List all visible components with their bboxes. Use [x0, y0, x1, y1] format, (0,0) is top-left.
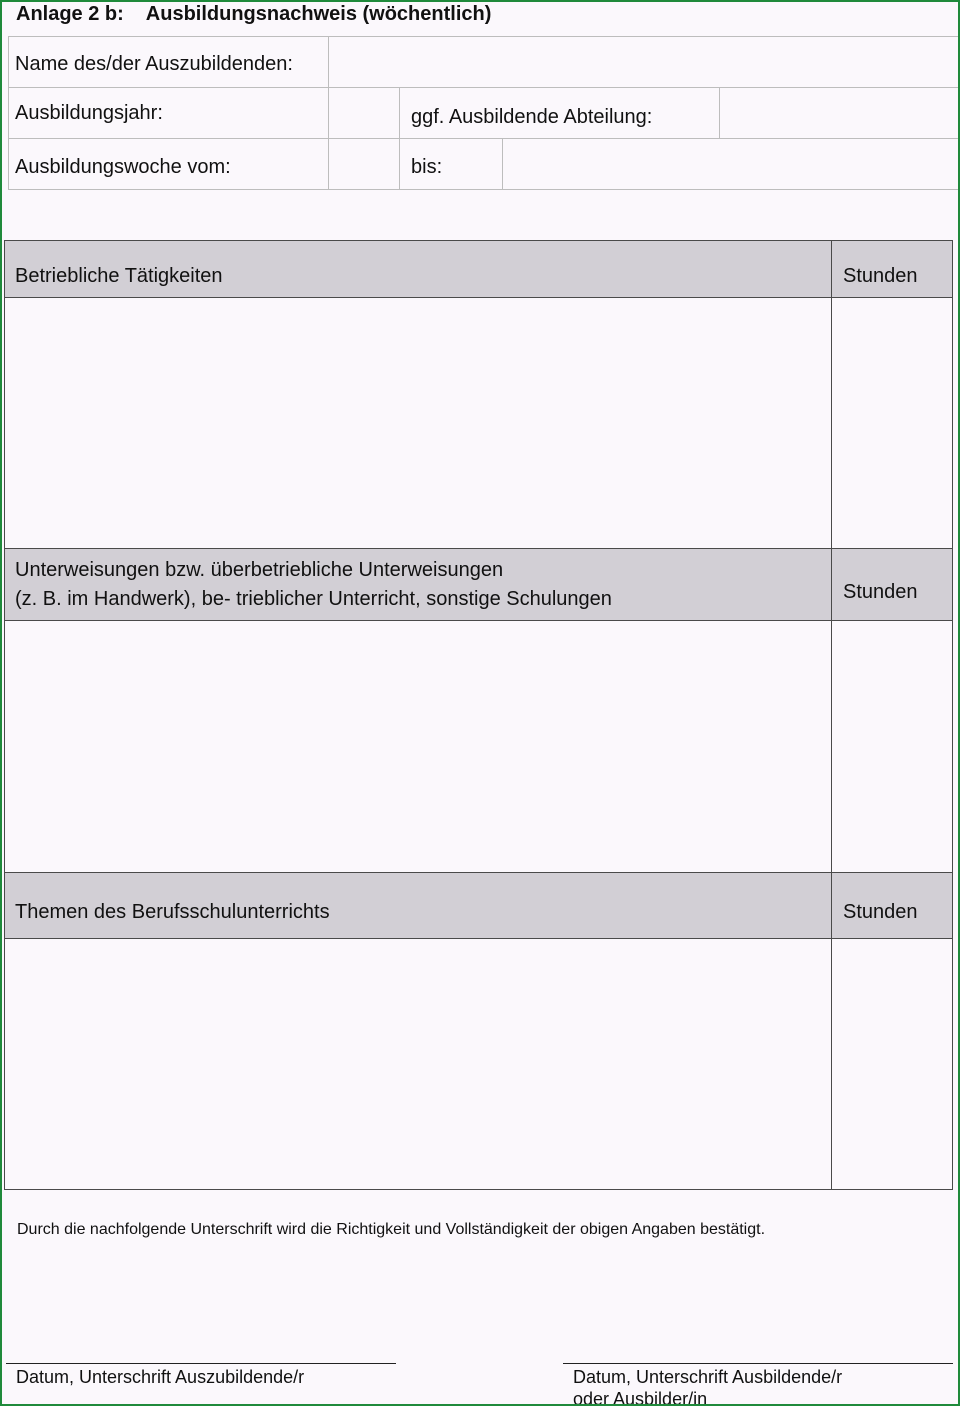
- section-heading-vocational-school: Themen des Berufsschulunterrichts: [15, 901, 330, 923]
- signature-caption-trainer-line1: Datum, Unterschrift Ausbildende/r: [573, 1367, 843, 1387]
- week-to-label: bis:: [411, 156, 443, 178]
- department-field[interactable]: [720, 88, 956, 138]
- vocational-school-topics-area[interactable]: [5, 939, 831, 1189]
- document-title: [16, 2, 491, 26]
- instruction-hours-area[interactable]: [832, 621, 952, 872]
- year-field[interactable]: [329, 88, 399, 138]
- hours-label-instruction: Stunden: [843, 581, 918, 603]
- hours-label-operational: Stunden: [843, 265, 918, 287]
- instruction-activities-area[interactable]: [5, 621, 831, 872]
- signature-caption-trainer-line2: oder Ausbilder/in: [573, 1389, 708, 1406]
- title-text: Ausbildungsnachweis (wöchentlich): [145, 3, 492, 25]
- name-field[interactable]: [329, 37, 956, 87]
- signature-line-trainee[interactable]: [6, 1363, 396, 1364]
- title-prefix: Anlage 2 b:: [16, 3, 124, 25]
- department-label: ggf. Ausbildende Abteilung:: [411, 106, 653, 128]
- confirmation-statement: Durch die nachfolgende Unterschrift wird die Richtigkeit und Vollständigkeit der obigen Angaben bestätigt.: [17, 1221, 766, 1238]
- operational-activities-area[interactable]: [5, 298, 831, 548]
- week-from-field[interactable]: [329, 139, 399, 189]
- name-label: Name des/der Auszubildenden:: [15, 53, 293, 75]
- week-from-label: Ausbildungswoche vom:: [15, 156, 231, 178]
- section-heading-operational: Betriebliche Tätigkeiten: [15, 265, 223, 287]
- operational-hours-area[interactable]: [832, 298, 952, 548]
- section-heading-instruction-line2: (z. B. im Handwerk), be- trieblicher Unterricht, sonstige Schulungen: [15, 588, 612, 610]
- signature-caption-trainee: Datum, Unterschrift Auszubildende/r: [16, 1367, 305, 1387]
- vocational-school-hours-area[interactable]: [832, 939, 952, 1189]
- week-to-field[interactable]: [503, 139, 956, 189]
- section-heading-instruction-line1: Unterweisungen bzw. überbetriebliche Unterweisungen: [15, 559, 504, 581]
- year-label: Ausbildungsjahr:: [15, 102, 163, 124]
- signature-line-trainer[interactable]: [563, 1363, 953, 1364]
- hours-label-vocational-school: Stunden: [843, 901, 918, 923]
